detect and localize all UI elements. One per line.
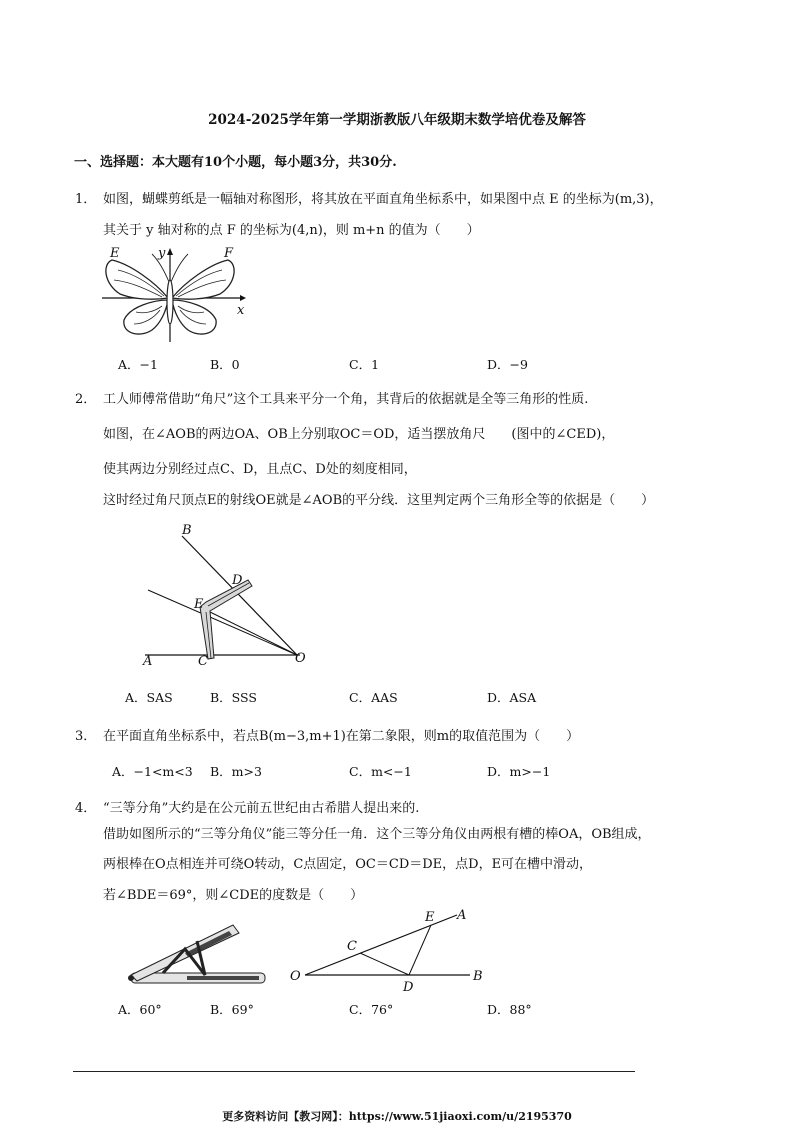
- q3-option-d[interactable]: D．m>−1: [487, 764, 551, 779]
- q1-option-a[interactable]: A．−1: [118, 357, 158, 372]
- q3-text-line1: 在平面直角坐标系中，若点B(m−3,m+1)在第二象限，则m的取值范围为（ ）: [103, 729, 580, 744]
- trisector-label-A: A: [457, 908, 467, 923]
- trisector-label-B: B: [473, 969, 483, 984]
- q4-option-b[interactable]: B．69°: [210, 1002, 254, 1017]
- point-label-C: C: [198, 654, 208, 669]
- q4-text-line1: “三等分角”大约是在公元前五世纪由古希腊人提出来的.: [103, 801, 420, 816]
- q2-text-line1: 工人师傅常借助“角尺”这个工具来平分一个角，其背后的依据就是全等三角形的性质.: [103, 392, 589, 407]
- butterfly-label-E: E: [110, 246, 120, 261]
- q1-text-line1: 如图，蝴蝶剪纸是一幅轴对称图形，将其放在平面直角坐标系中，如果图中点 E 的坐标为(m,3)，: [103, 192, 663, 207]
- q3-number: 3．: [75, 729, 97, 744]
- q3-option-a[interactable]: A．−1<m<3: [112, 764, 193, 779]
- q2-option-d[interactable]: D．ASA: [487, 690, 537, 705]
- axis-label-y: y: [158, 246, 166, 261]
- q2-option-b[interactable]: B．SSS: [210, 690, 257, 705]
- trisector-label-C: C: [347, 939, 357, 954]
- q2-option-a[interactable]: A．SAS: [125, 690, 173, 705]
- trisector-diagram: [285, 905, 495, 995]
- q4-number: 4．: [75, 801, 97, 816]
- q3-option-b[interactable]: B．m>3: [210, 764, 262, 779]
- q4-text-line2: 借助如图所示的“三等分角仪”能三等分任一角．这个三等分角仪由两根有槽的棒OA，OB组成，: [103, 827, 651, 842]
- q3-option-c[interactable]: C．m<−1: [349, 764, 412, 779]
- q4-option-a[interactable]: A．60°: [118, 1002, 162, 1017]
- q4-text-line3: 两根棒在O点相连并可绕O转动，C点固定，OC＝CD＝DE，点D，E可在槽中滑动，: [103, 857, 593, 872]
- q4-text-line4: 若∠BDE＝69°，则∠CDE的度数是（ ）: [103, 888, 364, 903]
- q2-text-line4: 这时经过角尺顶点E的射线OE就是∠AOB的平分线．这里判定两个三角形全等的依据是（ ）: [103, 493, 655, 508]
- trisector-label-D: D: [403, 980, 414, 995]
- q2-option-c[interactable]: C．AAS: [349, 690, 398, 705]
- trisector-label-O: O: [290, 969, 301, 984]
- q1-option-d[interactable]: D．−9: [487, 357, 528, 372]
- butterfly-figure: [100, 242, 250, 347]
- point-label-B: B: [182, 523, 192, 538]
- axis-label-x: x: [237, 303, 245, 318]
- point-label-A: A: [143, 654, 153, 669]
- q1-text-line2: 其关于 y 轴对称的点 F 的坐标为(4,n)，则 m+n 的值为（ ）: [103, 223, 480, 238]
- point-label-E: E: [194, 597, 204, 612]
- q1-option-c[interactable]: C．1: [349, 357, 380, 372]
- section-heading: 一、选择题：本大题有10个小题，每小题3分，共30分.: [74, 155, 397, 170]
- q2-number: 2．: [75, 392, 97, 407]
- footer-link[interactable]: 更多资料访问【教习网】：https://www.51jiaoxi.com/u/2195370: [222, 1110, 572, 1123]
- point-label-O: O: [295, 651, 306, 666]
- q2-text-line2: 如图，在∠AOB的两边OA、OB上分别取OC＝OD，适当摆放角尺 (图中的∠CED)，: [103, 427, 615, 442]
- butterfly-label-F: F: [224, 246, 234, 261]
- q4-option-d[interactable]: D．88°: [487, 1002, 532, 1017]
- q1-number: 1．: [75, 192, 97, 207]
- q1-option-b[interactable]: B．0: [210, 357, 240, 372]
- q4-option-c[interactable]: C．76°: [349, 1002, 394, 1017]
- point-label-D: D: [232, 573, 243, 588]
- page-title: 2024-2025学年第一学期浙教版八年级期末数学培优卷及解答: [208, 112, 586, 128]
- trisector-device-figure: [125, 915, 275, 995]
- trisector-label-E: E: [425, 910, 435, 925]
- footer-divider: [73, 1071, 635, 1072]
- angle-ruler-figure: [140, 518, 320, 678]
- q2-text-line3: 使其两边分别经过点C、D，且点C、D处的刻度相同，: [103, 462, 417, 477]
